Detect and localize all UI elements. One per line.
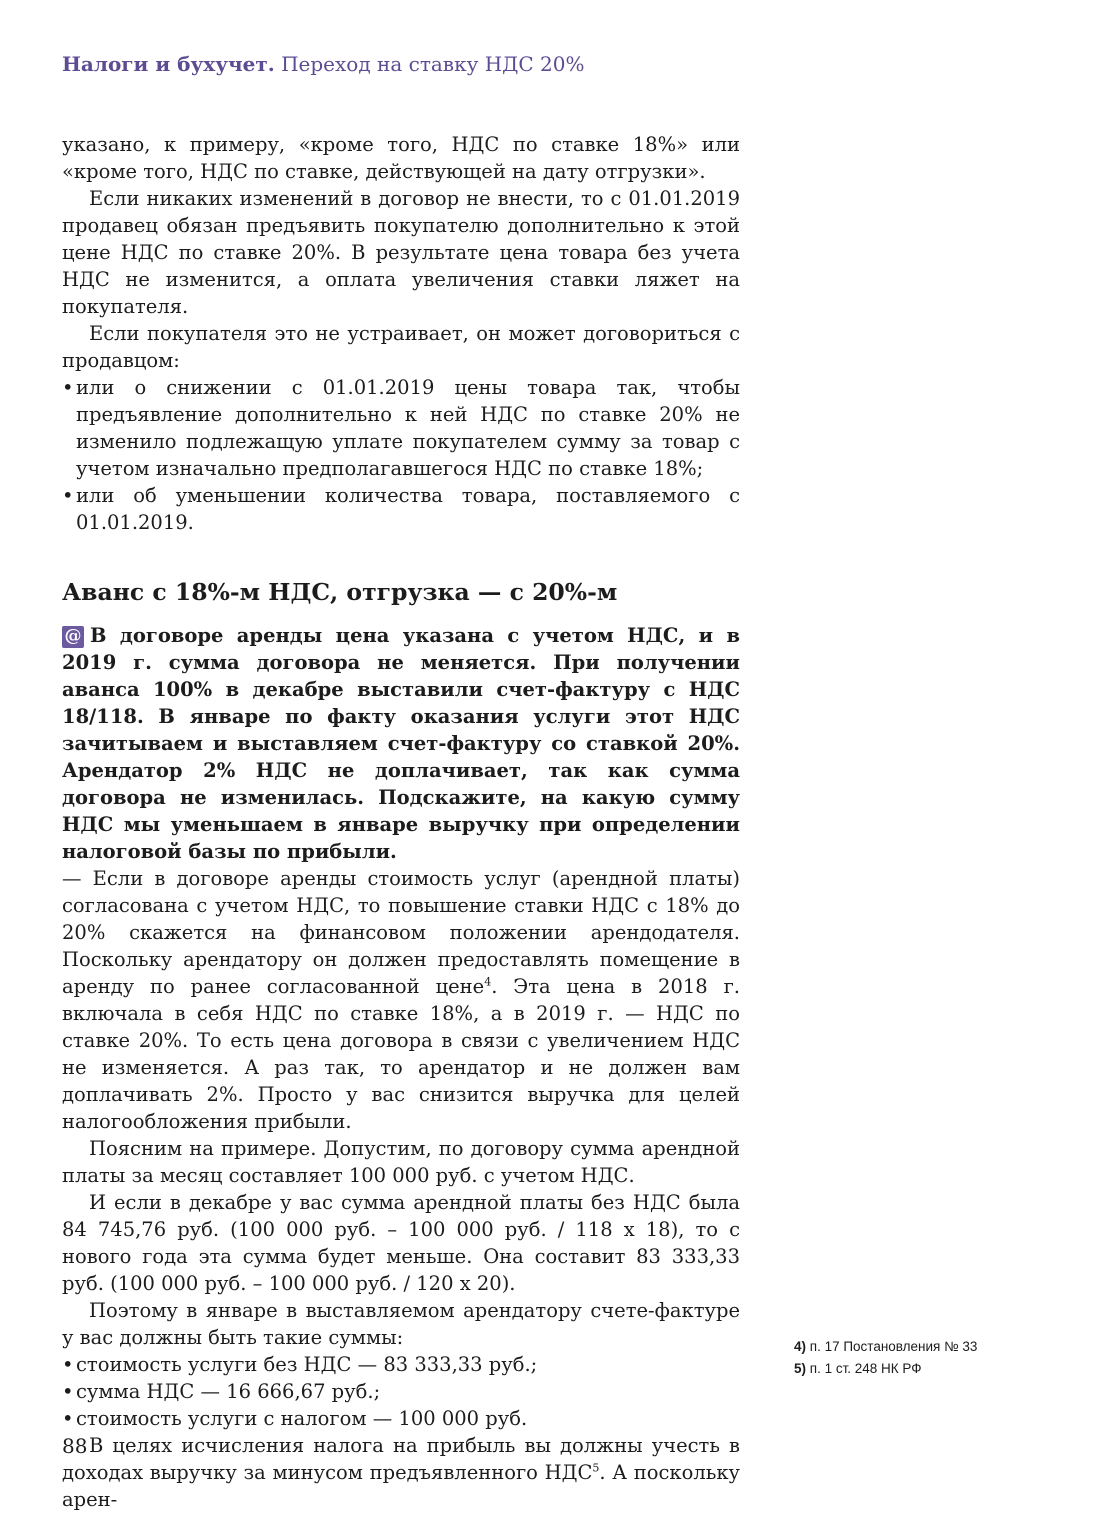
footnote-text: п. 1 ст. 248 НК РФ xyxy=(806,1361,922,1376)
footnote-4 xyxy=(794,1336,1094,1358)
page-number: 88 xyxy=(62,1434,88,1458)
intro-paragraph-2: Если никаких изменений в договор не внести, то с 01.01.2019 продавец обязан предъявить покупателю дополнительно к этой цене НДС по ставке 20%. В результате цена товара без учета НДС не изменится, а оплата увеличения ставки ляжет на покупателя. xyxy=(62,187,740,318)
profit-text-part-1: В целях исчисления налога на прибыль вы должны учесть в доходах выручку за минусом предъявленного НДС xyxy=(62,1434,740,1484)
intro-paragraph-3: Если покупателя это не устраивает, он может договориться с продавцом: xyxy=(62,322,740,372)
running-header xyxy=(62,52,585,76)
answer-text-part-1: — Если в договоре аренды стоимость услуг (арендной платы) согласована с учетом НДС, то повышение ставки НДС с 18% до 20% скажется на финансовом положении арендодателя. Поскольку арендатору он должен предоставлять помещение в аренду по ранее согласованной цене xyxy=(62,867,740,998)
answer-text-part-2: . Эта цена в 2018 г. включала в себя НДС по ставке 18%, а в 2019 г. — НДС по ставке 20%. То есть цена договора в связи с увеличением НДС не изменяется. А раз так, то арендатор и не должен вам доплачивать 2%. Просто у вас снизится выручка для целей налогообложения прибыли. xyxy=(62,975,740,1133)
footnote-ref-5: 5 xyxy=(592,1461,600,1475)
footnote-number: 4) xyxy=(794,1339,807,1354)
footnote-ref-4: 4 xyxy=(484,975,492,989)
list-item: • или об уменьшении количества товара, поставляемого с 01.01.2019. xyxy=(62,482,740,536)
header-section: Налоги и бухучет. xyxy=(62,52,275,76)
example-paragraph: Поясним на примере. Допустим, по договору сумма арендной платы за месяц составляет 100 000 руб. с учетом НДС. xyxy=(62,1137,740,1187)
negotiation-options-list xyxy=(62,374,740,536)
footnote-5 xyxy=(794,1358,1094,1380)
reader-question xyxy=(62,622,740,865)
list-item: • стоимость услуги без НДС — 83 333,33 руб.; xyxy=(62,1351,740,1378)
main-text-column xyxy=(62,131,740,1513)
question-text: В договоре аренды цена указана с учетом НДС, и в 2019 г. сумма договора не меняется. При получении аванса 100% в декабре выставили счет-фактуру с НДС 18/118. В январе по факту оказания услуги этот НДС зачитываем и выставляем счет-фактуру со ставкой 20%. Арендатор 2% НДС не доплачивает, так как сумма договора не изменилась. Подскажите, на какую сумму НДС мы уменьшаем в январе выручку при определении налоговой базы по прибыли. xyxy=(62,624,740,863)
footnote-number: 5) xyxy=(794,1361,807,1376)
footnotes xyxy=(794,1336,1094,1380)
list-item: • или о снижении с 01.01.2019 цены товара так, чтобы предъявление дополнительно к ней НДС по ставке 20% не изменило подлежащую уплате покупателем сумму за товар с учетом изначально предполагавшегося НДС по ставке 18%; xyxy=(62,374,740,482)
intro-paragraph-1: указано, к примеру, «кроме того, НДС по ставке 18%» или «кроме того, НДС по ставке, действующей на дату отгрузки». xyxy=(62,133,740,183)
footnote-text: п. 17 Постановления № 33 xyxy=(806,1339,978,1354)
profit-text-part-2: . А поскольку арен- xyxy=(62,1461,740,1511)
list-item: • стоимость услуги с налогом — 100 000 руб. xyxy=(62,1405,740,1432)
question-at-icon: @ xyxy=(62,626,84,648)
invoice-amounts-list xyxy=(62,1351,740,1432)
header-title: Переход на ставку НДС 20% xyxy=(281,52,585,76)
answer-paragraph xyxy=(62,865,740,1135)
list-item: • сумма НДС — 16 666,67 руб.; xyxy=(62,1378,740,1405)
january-paragraph: Поэтому в январе в выставляемом арендатору счете-фактуре у вас должны быть такие суммы: xyxy=(62,1299,740,1349)
december-paragraph: И если в декабре у вас сумма арендной платы без НДС была 84 745,76 руб. (100 000 руб. – 100 000 руб. / 118 х 18), то с нового года эта сумма будет меньше. Она составит 83 333,33 руб. (100 000 руб. – 100 000 руб. / 120 х 20). xyxy=(62,1191,740,1295)
section-heading: Аванс с 18%-м НДС, отгрузка — с 20%-м xyxy=(62,578,618,606)
profit-paragraph xyxy=(62,1432,740,1513)
